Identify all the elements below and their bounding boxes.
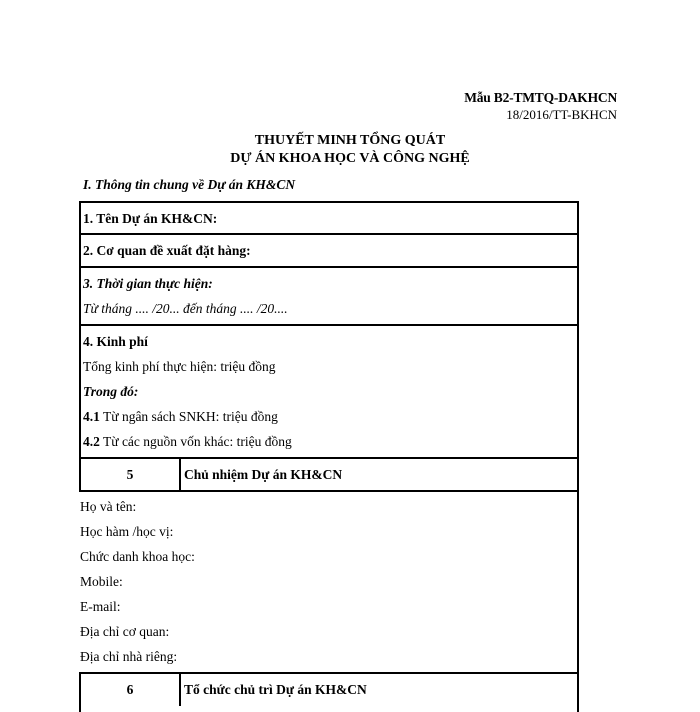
host-organization-label: Tổ chức chủ trì Dự án KH&CN: [184, 682, 367, 697]
leader-field: Địa chỉ nhà riêng:: [80, 649, 178, 664]
host-organization-number: 6: [81, 674, 181, 706]
project-leader-header: [79, 457, 579, 491]
budget-source-1-number: 4.1: [83, 409, 100, 424]
project-name-row: [79, 201, 579, 234]
leader-field: Chức danh khoa học:: [80, 549, 195, 564]
duration-label: 3. Thời gian thực hiện:: [83, 276, 213, 291]
project-leader-details: [79, 490, 579, 673]
section-heading: I. Thông tin chung về Dự án KH&CN: [83, 177, 296, 192]
project-leader-number: 5: [81, 459, 181, 491]
budget-source-2-text: Từ các nguồn vốn khác: triệu đồng: [99, 434, 292, 449]
budget-source-2-number: 4.2: [83, 434, 100, 449]
leader-field: E-mail:: [80, 599, 121, 614]
document-subtitle: DỰ ÁN KHOA HỌC VÀ CÔNG NGHỆ: [230, 151, 470, 166]
budget-source-1: [83, 409, 278, 425]
ordering-agency-label: 2. Cơ quan đề xuất đặt hàng:: [83, 243, 251, 258]
budget-label: 4. Kinh phí: [83, 334, 148, 349]
project-name-label: 1. Tên Dự án KH&CN:: [83, 211, 218, 226]
form-code: Mẫu B2-TMTQ-DAKHCN: [464, 90, 617, 105]
host-organization-header: [79, 672, 579, 712]
duration-row: [79, 266, 579, 325]
leader-field: Địa chỉ cơ quan:: [80, 624, 170, 639]
budget-total: Tổng kinh phí thực hiện: triệu đồng: [83, 359, 276, 374]
budget-source-1-text: Từ ngân sách SNKH: triệu đồng: [99, 409, 278, 424]
budget-row: [79, 324, 579, 458]
leader-field: Mobile:: [80, 574, 123, 589]
budget-of-which: Trong đó:: [83, 384, 139, 399]
form-reference: 18/2016/TT-BKHCN: [506, 107, 617, 122]
duration-value: Từ tháng .... /20... đến tháng .... /20....: [83, 301, 288, 316]
leader-field: Họ và tên:: [80, 499, 137, 514]
ordering-agency-row: [79, 233, 579, 266]
project-leader-label: Chủ nhiệm Dự án KH&CN: [184, 467, 343, 482]
document-title: THUYẾT MINH TỔNG QUÁT: [254, 133, 446, 148]
leader-field: Học hàm /học vị:: [80, 524, 174, 539]
budget-source-2: [83, 434, 292, 450]
